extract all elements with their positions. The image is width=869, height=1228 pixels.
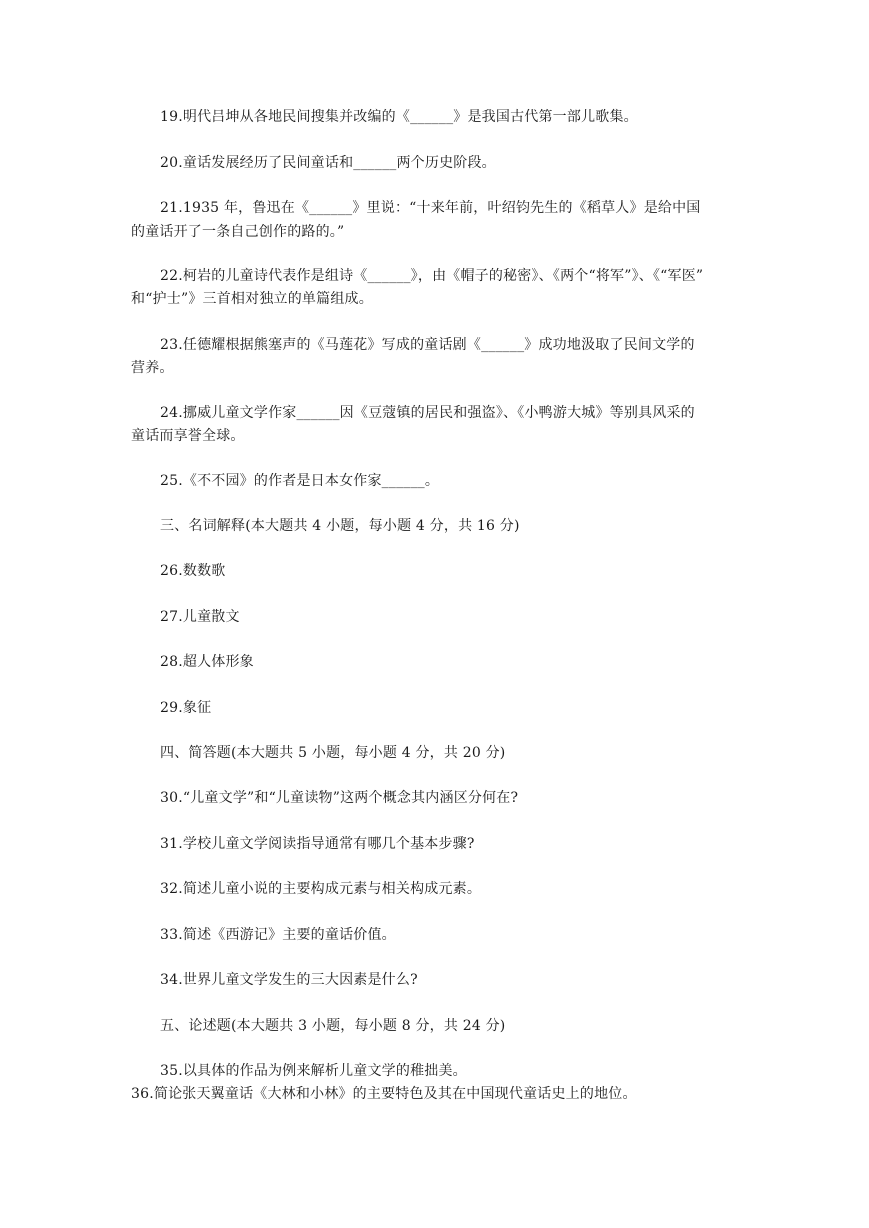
question-20: 20.童话发展经历了民间童话和______两个历史阶段。	[160, 155, 496, 171]
question-22-line-2: 和“护士”》三首相对独立的单篇组成。	[131, 291, 373, 307]
question-30: 30.“儿童文学”和“儿童读物”这两个概念其内涵区分何在?	[160, 790, 519, 806]
question-27: 27.儿童散文	[160, 609, 240, 625]
question-23-line-2: 营养。	[131, 360, 174, 376]
section-4-heading: 四、简答题(本大题共 5 小题，每小题 4 分，共 20 分)	[160, 745, 506, 761]
question-21-line-2: 的童话开了一条自己创作的路的。”	[131, 224, 345, 240]
question-36: 36.简论张天翼童话《大林和小林》的主要特色及其在中国现代童话史上的地位。	[131, 1086, 637, 1102]
question-33: 33.简述《西游记》主要的童话价值。	[160, 927, 396, 943]
section-3-heading: 三、名词解释(本大题共 4 小题，每小题 4 分，共 16 分)	[160, 518, 520, 534]
question-26: 26.数数歌	[160, 563, 226, 579]
question-29: 29.象征	[160, 700, 212, 716]
section-5-heading: 五、论述题(本大题共 3 小题，每小题 8 分，共 24 分)	[160, 1018, 506, 1034]
question-21-line-1: 21.1935 年，鲁迅在《______》里说：“十来年前，叶绍钧先生的《稻草人》是给中国	[160, 200, 701, 216]
question-25: 25.《不不园》的作者是日本女作家______。	[160, 473, 440, 489]
question-35: 35.以具体的作品为例来解析儿童文学的稚拙美。	[160, 1063, 467, 1079]
question-31: 31.学校儿童文学阅读指导通常有哪几个基本步骤?	[160, 836, 475, 852]
question-28: 28.超人体形象	[160, 654, 254, 670]
question-32: 32.简述儿童小说的主要构成元素与相关构成元素。	[160, 881, 482, 897]
question-34: 34.世界儿童文学发生的三大因素是什么?	[160, 972, 418, 988]
question-22-line-1: 22.柯岩的儿童诗代表作是组诗《______》，由《帽子的秘密》、《两个“将军”》、《“军医”	[160, 268, 704, 284]
question-19: 19.明代吕坤从各地民间搜集并改编的《______》是我国古代第一部儿歌集。	[160, 109, 638, 125]
question-23-line-1: 23.任德耀根据熊塞声的《马莲花》写成的童话剧《______》成功地汲取了民间文学的	[160, 337, 695, 353]
question-24-line-1: 24.挪威儿童文学作家______因《豆蔻镇的居民和强盗》、《小鸭游大城》等别具风采的	[160, 405, 695, 421]
question-24-line-2: 童话而享誉全球。	[131, 428, 245, 444]
